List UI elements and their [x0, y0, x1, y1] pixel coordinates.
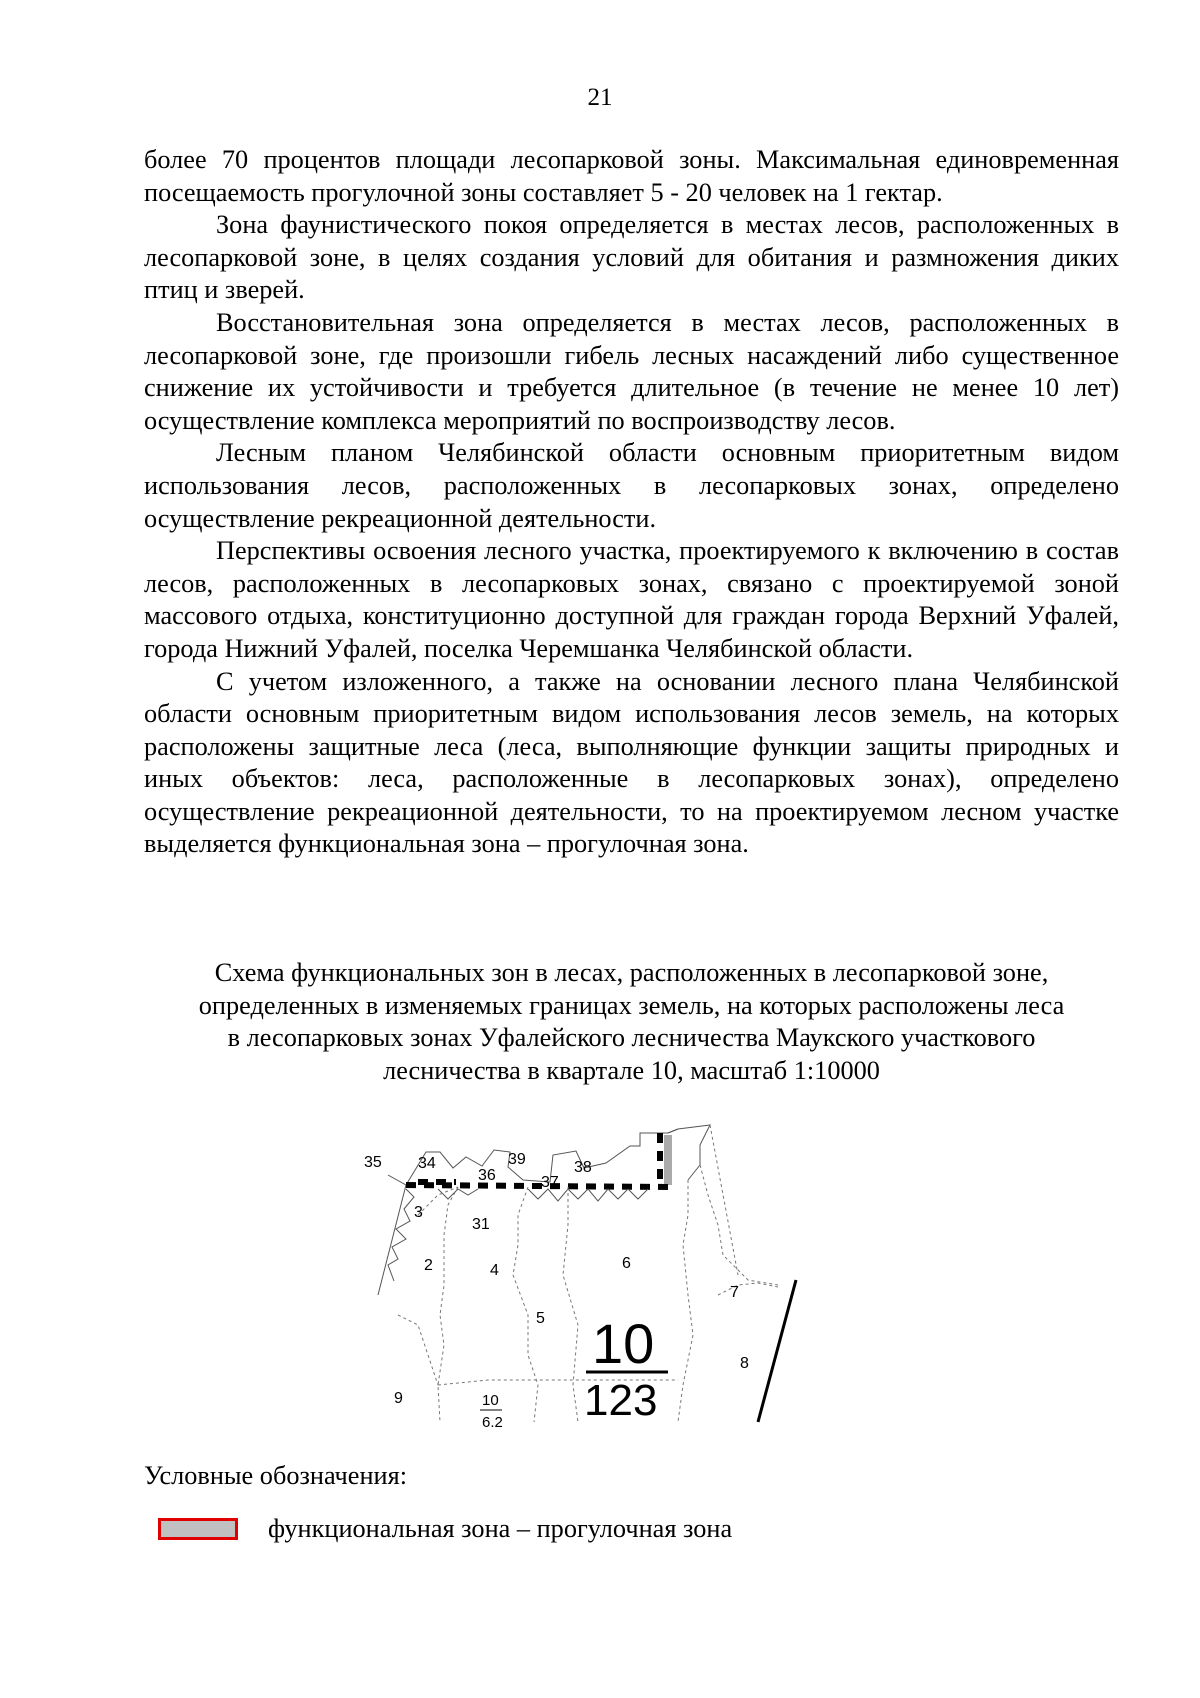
- plot-label: 34: [418, 1155, 436, 1172]
- small-fraction-top: 10: [482, 1392, 499, 1409]
- plot-label: 38: [574, 1159, 592, 1176]
- small-fraction-bottom: 6.2: [482, 1414, 503, 1431]
- legend-item: [158, 1514, 732, 1544]
- quarter-boundary: [758, 1280, 796, 1422]
- caption-line: в лесопарковых зонах Уфалейского лесничества Маукского участкового: [227, 1023, 1036, 1053]
- paragraph: Зона фаунистического покоя определяется в местах лесов, расположенных в лесопарковой зоне, в целях создания условий для обитания и размножения диких птиц и зверей.: [144, 210, 1119, 305]
- plot-label: 37: [541, 1174, 559, 1191]
- legend-swatch: [158, 1518, 238, 1540]
- page-number: 21: [587, 84, 613, 111]
- legend-label: функциональная зона – прогулочная зона: [268, 1514, 733, 1543]
- plot-label: 4: [490, 1262, 499, 1279]
- caption-line: лесничества в квартале 10, масштаб 1:10000: [383, 1055, 880, 1085]
- caption-line: определенных в изменяемых границах земель, на которых расположены леса: [198, 990, 1065, 1020]
- plot-boundary: [668, 1129, 678, 1133]
- map-caption: [144, 957, 1119, 1087]
- plot-label: 39: [508, 1151, 526, 1168]
- zone-border: [406, 1185, 668, 1187]
- plot-label: 36: [478, 1167, 496, 1184]
- plot-label: 31: [472, 1216, 490, 1233]
- plot-label: 2: [424, 1257, 433, 1274]
- quarter-area: 123: [584, 1376, 658, 1425]
- body-text: [144, 144, 1119, 861]
- paragraph: Лесным планом Челябинской области основным приоритетным видом использования лесов, расположенных в лесопарковых зонах, определено осуществление рекреационной деятельности.: [144, 438, 1119, 533]
- plot-label: 7: [730, 1284, 739, 1301]
- plot-label: 6: [622, 1255, 631, 1272]
- walking-zone: [664, 1135, 672, 1185]
- paragraph: Перспективы освоения лесного участка, проектируемого к включению в состав лесов, расположенных в лесопарковых зонах, связано с проектируемой зоной массового отдыха, конституционно доступной для граждан города Верхний Уфалей, города Нижний Уфалей, поселка Черемшанка Челябинской области.: [144, 536, 1119, 663]
- quarter-number: 10: [592, 1312, 655, 1375]
- caption-line: Схема функциональных зон в лесах, расположенных в лесопарковой зоне,: [214, 958, 1049, 987]
- forest-zone-map: [364, 1125, 898, 1431]
- plot-label: 9: [394, 1390, 403, 1407]
- paragraph: более 70 процентов площади лесопарковой зоны. Максимальная единовременная посещаемость прогулочной зоны составляет 5 - 20 человек на 1 гектар.: [144, 145, 1119, 207]
- paragraph: Восстановительная зона определяется в местах лесов, расположенных в лесопарковой зоне, где произошли гибель лесных насаждений либо существенное снижение их устойчивости и требуется длительное (в течение не менее 10 лет) осуществление комплекса мероприятий по воспроизводству лесов.: [144, 307, 1119, 435]
- quarter-boundary: [710, 1125, 738, 1275]
- paragraph: С учетом изложенного, а также на основании лесного плана Челябинской области основным приоритетным видом использования лесов земель, на которых расположены защитные леса (леса, выполняющие функции защиты природных и иных объектов: леса, расположенные в лесопарковых зонах), определено осуществление рекреационной деятельности, то на проектируемом лесном участке выделяется функциональная зона – прогулочная зона.: [144, 666, 1119, 859]
- legend-title: Условные обозначения:: [144, 1461, 408, 1490]
- plot-label: 35: [364, 1154, 382, 1171]
- plot-label: 3: [414, 1204, 423, 1221]
- plot-label: 5: [536, 1310, 545, 1327]
- plot-label: 8: [740, 1355, 749, 1372]
- forest-edge: [438, 1189, 478, 1199]
